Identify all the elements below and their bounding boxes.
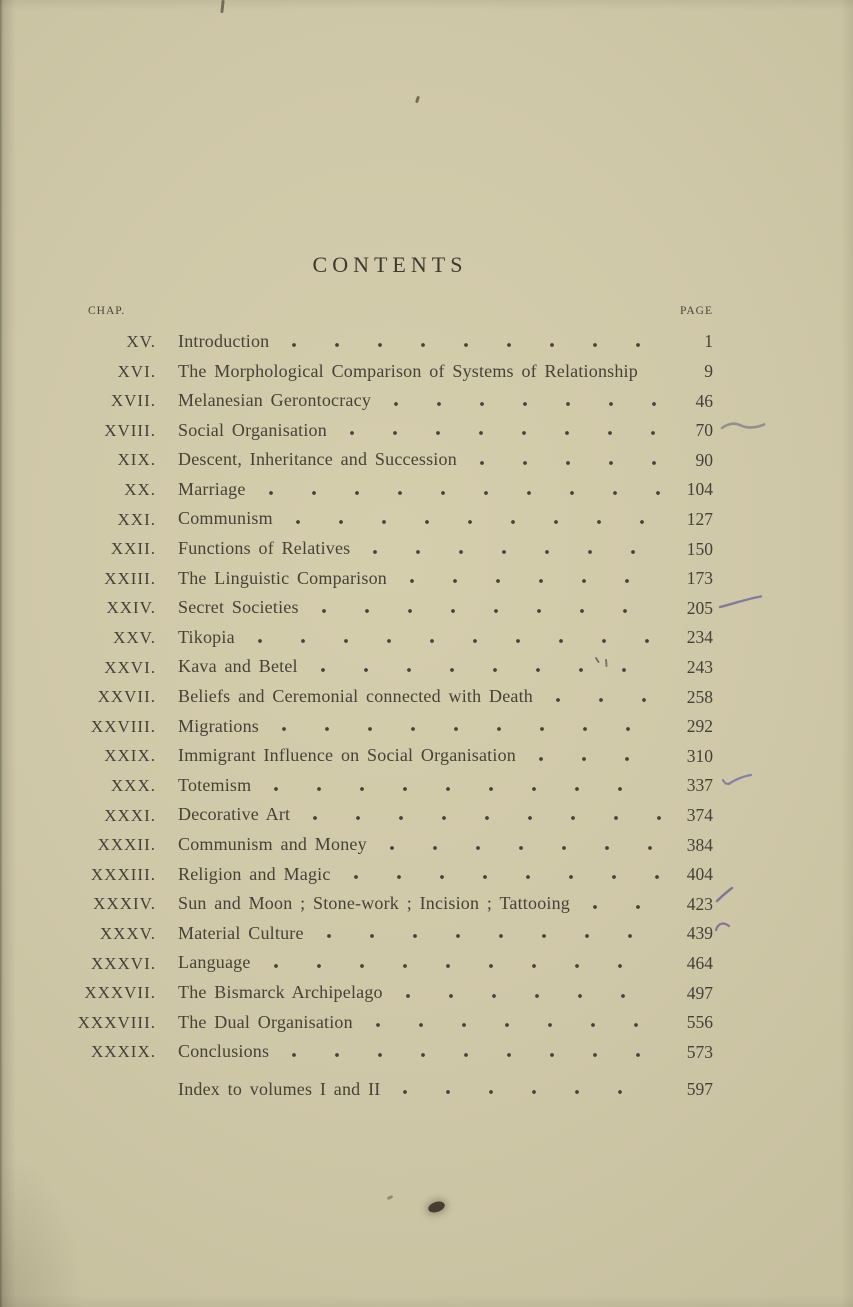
toc-entry — [68, 677, 713, 707]
chapter-numeral: XXIX. — [104, 746, 156, 766]
page-number: 374 — [686, 804, 713, 825]
chapter-numeral: XXXV. — [99, 923, 156, 943]
leader-dots — [256, 490, 661, 496]
page-number: 173 — [686, 568, 713, 589]
chapter-numeral: XXXVI. — [90, 953, 156, 973]
entry-title: Decorative Art — [178, 804, 291, 825]
paper-speck-bottom — [387, 1195, 394, 1200]
page-column-header: PAGE — [680, 305, 713, 317]
leader-dots — [363, 1022, 661, 1028]
leader-dots — [381, 401, 661, 407]
leader-dots — [648, 371, 661, 377]
pencil-mark-pre-tick — [592, 655, 612, 671]
chapter-numeral: XXVIII. — [90, 716, 156, 736]
page-number: 423 — [686, 893, 713, 914]
entry-title: The Dual Organisation — [178, 1011, 353, 1032]
chapter-numeral: XXXII. — [97, 835, 156, 855]
pencil-mark-squiggle — [720, 420, 766, 434]
chapter-numeral: XXXIX. — [90, 1042, 156, 1062]
entry-title: Immigrant Influence on Social Organisation — [178, 745, 516, 766]
entry-title: Social Organisation — [178, 419, 327, 440]
chapter-numeral: XVII. — [110, 391, 156, 411]
page-number: 337 — [686, 775, 713, 796]
page-number: 573 — [686, 1041, 713, 1062]
page-number: 292 — [686, 716, 713, 737]
toc-entry — [68, 943, 713, 973]
chapter-numeral: XXXIV. — [93, 894, 156, 914]
entry-title: Beliefs and Ceremonial connected with Death — [178, 686, 533, 707]
leader-dots — [300, 815, 661, 821]
leader-dots — [341, 874, 661, 880]
entry-title: The Linguistic Comparison — [178, 567, 387, 588]
page-number: 205 — [686, 597, 713, 618]
toc-entry — [68, 500, 713, 530]
page-number: 150 — [686, 538, 713, 559]
toc-entry — [68, 381, 713, 411]
page-number: 310 — [686, 745, 713, 766]
entry-title: Tikopia — [178, 626, 235, 647]
page-number: 46 — [695, 390, 713, 411]
leader-dots — [467, 460, 661, 466]
page-number: 90 — [695, 449, 713, 470]
chapter-numeral: XXIII. — [104, 568, 156, 588]
leader-dots — [269, 726, 661, 732]
leader-dots — [393, 993, 661, 999]
toc-entry — [68, 648, 713, 678]
paper-speck — [415, 96, 420, 104]
toc-entry — [68, 766, 713, 796]
toc-entry — [68, 884, 713, 914]
chapter-numeral: XXXVIII. — [77, 1012, 156, 1032]
entry-title: Totemism — [178, 774, 252, 795]
entry-title: Communism and Money — [178, 834, 367, 854]
page-title: CONTENTS — [312, 252, 468, 277]
page-number: 258 — [686, 686, 713, 707]
leader-dots — [397, 578, 661, 584]
leader-dots — [279, 1052, 661, 1058]
entry-title: Functions of Relatives — [178, 538, 351, 559]
chapter-numeral: XVI. — [117, 361, 156, 381]
page-number: 497 — [686, 982, 713, 1003]
entry-title: Material Culture — [178, 922, 304, 943]
page-number: 1 — [704, 331, 713, 352]
pencil-mark-caret — [714, 919, 732, 933]
entry-title: Conclusions — [178, 1041, 270, 1062]
toc-entry — [68, 736, 713, 766]
page-number: 404 — [686, 864, 713, 885]
entry-title: Religion and Magic — [178, 863, 331, 884]
chapter-numeral: XXXVII. — [84, 983, 156, 1003]
entry-title: Melanesian Gerontocracy — [178, 390, 372, 411]
page-number: 70 — [695, 420, 713, 441]
leader-dots — [283, 519, 661, 525]
entry-title: Language — [178, 952, 251, 973]
toc-entry — [68, 973, 713, 1003]
pencil-mark-slash — [715, 886, 735, 904]
toc-entry — [68, 559, 713, 589]
leader-dots — [543, 697, 661, 703]
toc-entry — [68, 825, 713, 855]
leader-dots — [580, 904, 661, 910]
page-number: 384 — [686, 834, 713, 855]
toc-entry — [68, 1003, 713, 1033]
ink-blot — [427, 1200, 446, 1215]
toc-index-entry — [68, 1070, 713, 1100]
table-of-contents — [68, 322, 768, 1099]
chapter-numeral: XV. — [126, 332, 156, 352]
leader-dots — [314, 933, 661, 939]
leader-dots — [526, 756, 661, 762]
chapter-numeral: XXXIII. — [90, 864, 156, 884]
entry-title: The Morphological Comparison of Systems of Relationship — [178, 360, 638, 381]
entry-title: Index to volumes I and II — [178, 1078, 381, 1099]
leader-dots — [390, 1089, 661, 1095]
chapter-numeral: XXX. — [110, 775, 156, 795]
pencil-mark-slash-up — [718, 594, 764, 610]
toc-entry — [68, 618, 713, 648]
toc-entry — [68, 411, 713, 441]
page-number: 439 — [686, 923, 713, 944]
toc-entry — [68, 914, 713, 944]
entry-title: Introduction — [178, 330, 270, 351]
page-number: 127 — [686, 509, 713, 530]
leader-dots — [360, 549, 661, 555]
chapter-numeral: XXXI. — [104, 805, 156, 825]
page-number: 556 — [686, 1012, 713, 1033]
toc-entry — [68, 796, 713, 826]
chapter-numeral: XXVI. — [104, 657, 156, 677]
entry-title: Sun and Moon ; Stone-work ; Incision ; Tattooing — [178, 893, 570, 914]
toc-entry — [68, 529, 713, 559]
page-number: 464 — [686, 952, 713, 973]
chapter-numeral: XIX. — [117, 450, 156, 470]
leader-dots — [245, 638, 661, 644]
toc-entry — [68, 707, 713, 737]
leader-dots — [309, 608, 661, 614]
toc-entry — [68, 352, 713, 382]
page-number: 9 — [704, 361, 713, 382]
toc-entry — [68, 440, 713, 470]
chapter-numeral: XXVII. — [97, 687, 156, 707]
entry-title: Migrations — [178, 715, 259, 736]
page-number: 234 — [686, 627, 713, 648]
entry-title: The Bismarck Archipelago — [178, 981, 383, 1002]
leader-dots — [261, 786, 661, 792]
entry-title: Communism — [178, 508, 273, 529]
leader-dots — [377, 845, 661, 851]
chapter-numeral: XXIV. — [106, 598, 156, 618]
page-number: 104 — [686, 479, 713, 500]
page-number: 597 — [686, 1079, 713, 1100]
column-headers — [68, 305, 713, 317]
leader-dots — [337, 430, 661, 436]
pencil-mark-check — [720, 772, 754, 788]
entry-title: Descent, Inheritance and Succession — [178, 449, 457, 470]
toc-entry — [68, 1032, 713, 1062]
toc-entry — [68, 588, 713, 618]
page-number: 243 — [686, 657, 713, 677]
toc-entry — [68, 470, 713, 500]
toc-entry — [68, 322, 713, 352]
chapter-numeral: XXII. — [110, 539, 156, 559]
chapter-numeral: XXI. — [117, 509, 156, 529]
leader-dots — [279, 342, 661, 348]
chapter-column-header: CHAP. — [88, 305, 126, 317]
entry-title: Kava and Betel — [178, 656, 298, 677]
chapter-numeral: XXV. — [113, 627, 156, 647]
chapter-numeral: XX. — [124, 480, 156, 500]
chapter-numeral: XVIII. — [104, 420, 156, 440]
leader-dots — [261, 963, 661, 969]
toc-entry — [68, 855, 713, 885]
entry-title: Marriage — [178, 478, 246, 499]
paper-speck-top-edge — [220, 0, 224, 13]
entry-title: Secret Societies — [178, 597, 299, 618]
